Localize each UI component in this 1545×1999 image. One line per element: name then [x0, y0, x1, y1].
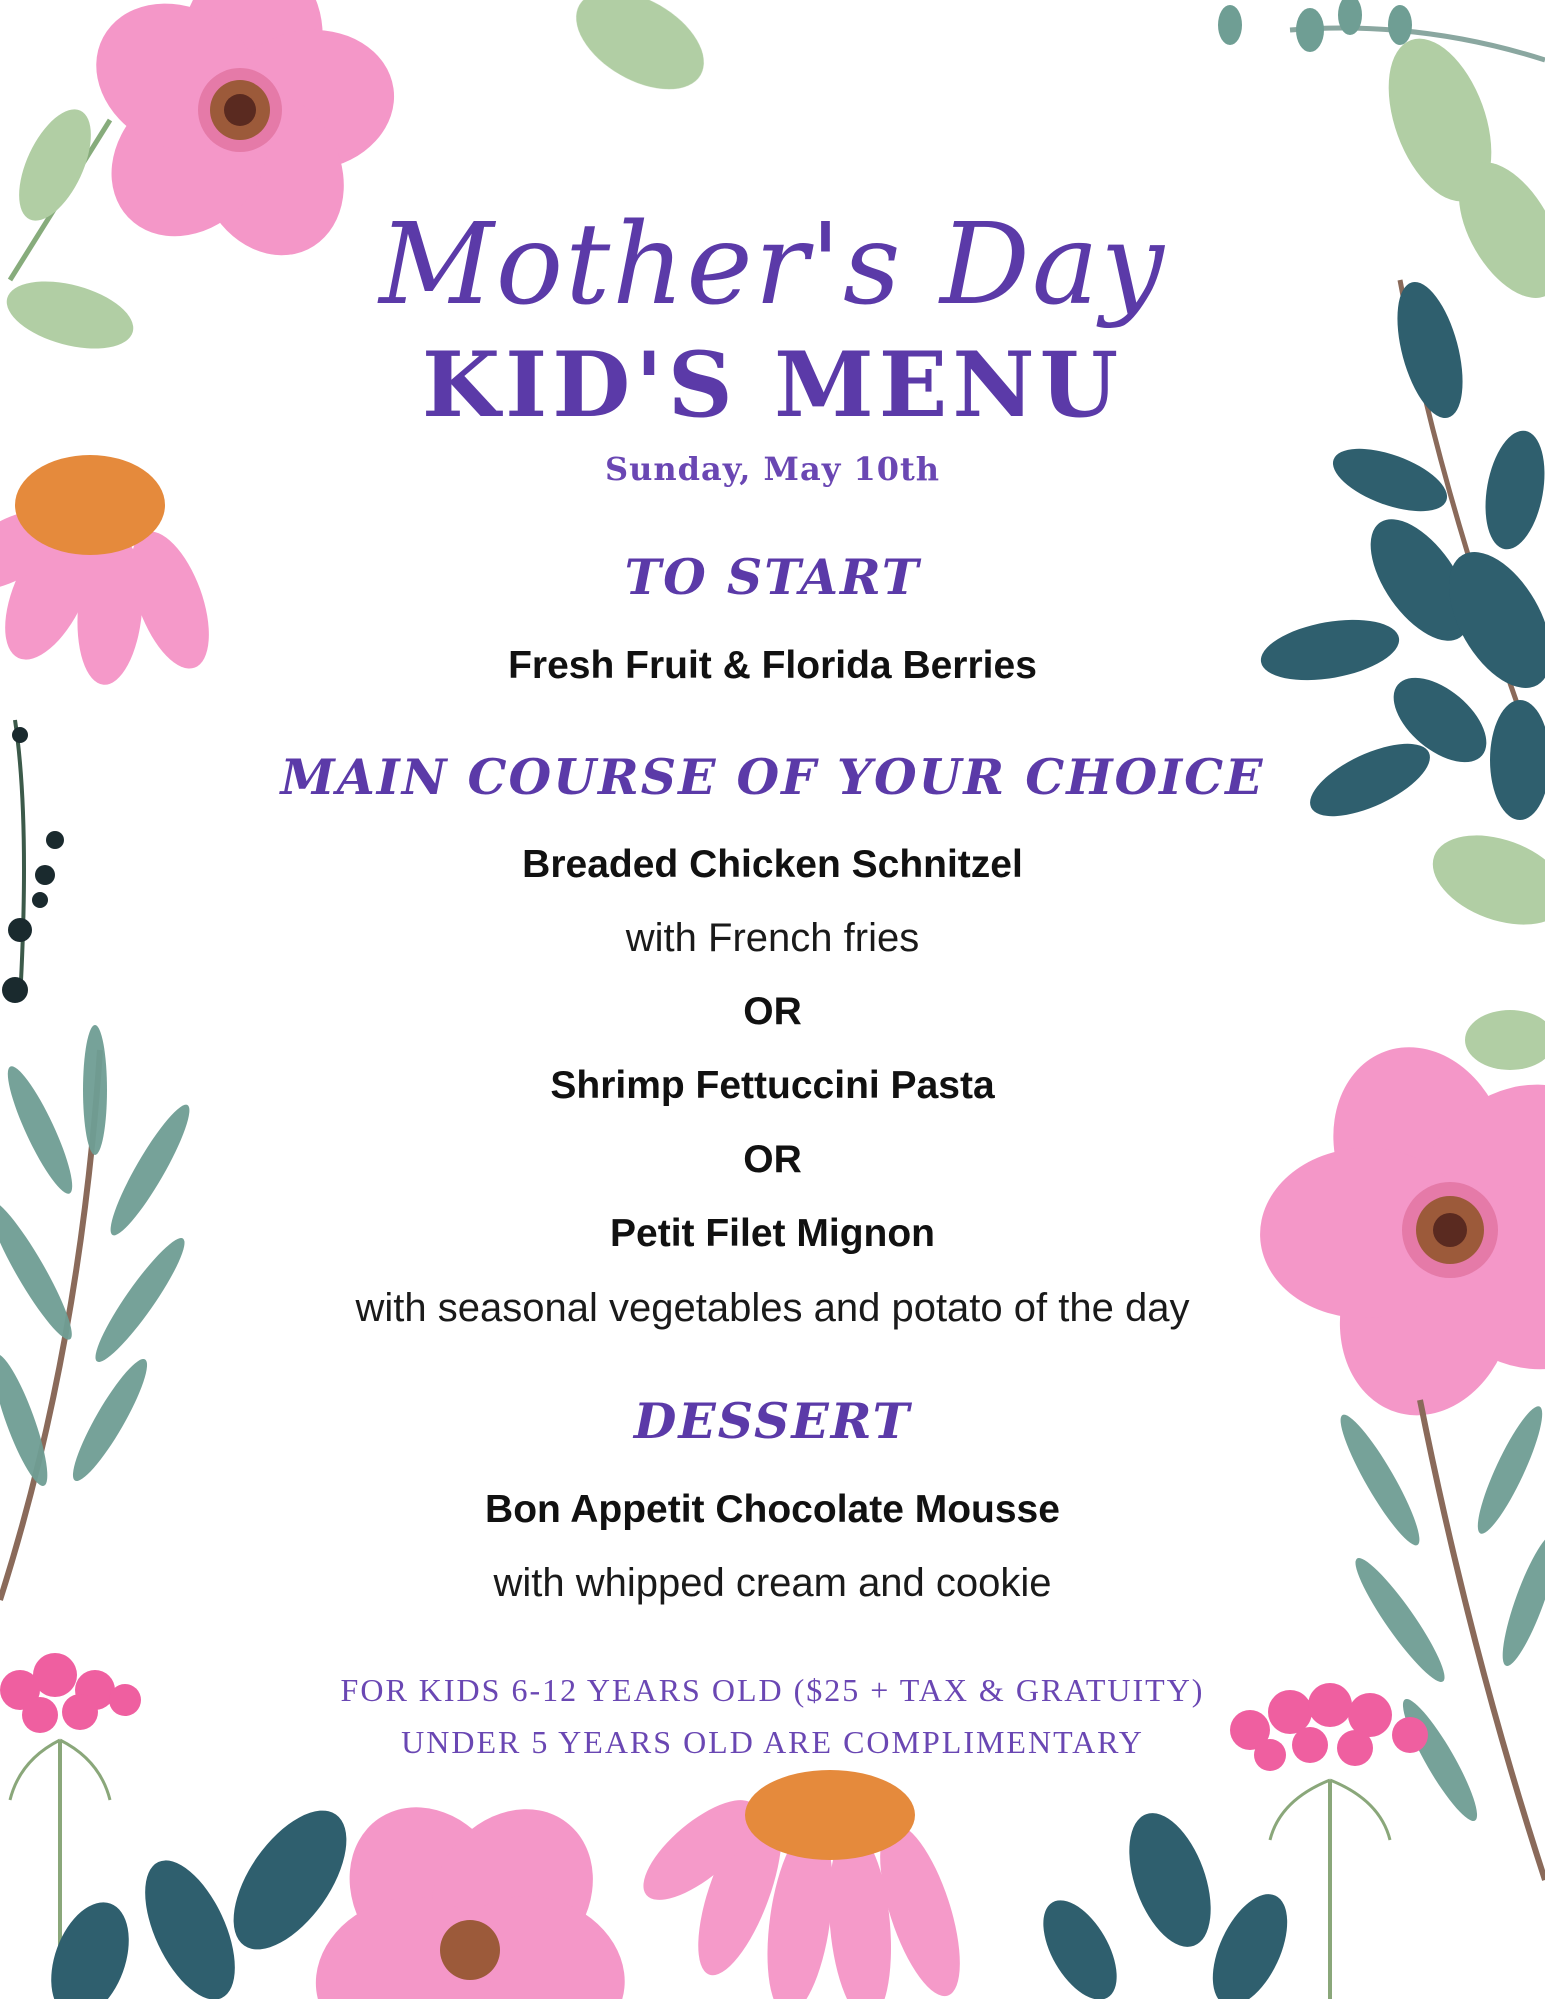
- menu-item-mousse-desc: with whipped cream and cookie: [493, 1561, 1052, 1605]
- menu-item-fruit: Fresh Fruit & Florida Berries: [508, 644, 1037, 687]
- section-heading-start: TO START: [624, 548, 921, 606]
- pink-flower-icon: [294, 1776, 646, 1999]
- event-date: Sunday, May 10th: [604, 450, 941, 488]
- script-title: Mother's Day: [379, 200, 1166, 330]
- page-title: KID'S MENU: [421, 332, 1124, 438]
- eucalyptus-branch-icon: [1330, 1400, 1545, 1880]
- or-divider: OR: [743, 990, 802, 1033]
- menu-item-schnitzel-desc: with French fries: [625, 916, 920, 960]
- or-divider: OR: [743, 1138, 802, 1181]
- complimentary-note: UNDER 5 YEARS OLD ARE COMPLIMENTARY: [401, 1724, 1144, 1760]
- menu-item-pasta: Shrimp Fettuccini Pasta: [550, 1064, 995, 1107]
- menu-item-mousse: Bon Appetit Chocolate Mousse: [485, 1488, 1060, 1531]
- menu-item-schnitzel: Breaded Chicken Schnitzel: [522, 843, 1023, 886]
- section-heading-dessert: DESSERT: [633, 1392, 912, 1450]
- pink-daisy-icon: [628, 1770, 976, 1999]
- pricing-note: FOR KIDS 6-12 YEARS OLD ($25 + TAX & GRATUITY): [340, 1672, 1205, 1708]
- section-heading-main: MAIN COURSE OF YOUR CHOICE: [280, 748, 1265, 806]
- menu-item-filet: Petit Filet Mignon: [610, 1212, 935, 1255]
- menu-item-filet-desc: with seasonal vegetables and potato of the day: [355, 1286, 1190, 1330]
- leaf-branch-icon: [1218, 0, 1545, 1070]
